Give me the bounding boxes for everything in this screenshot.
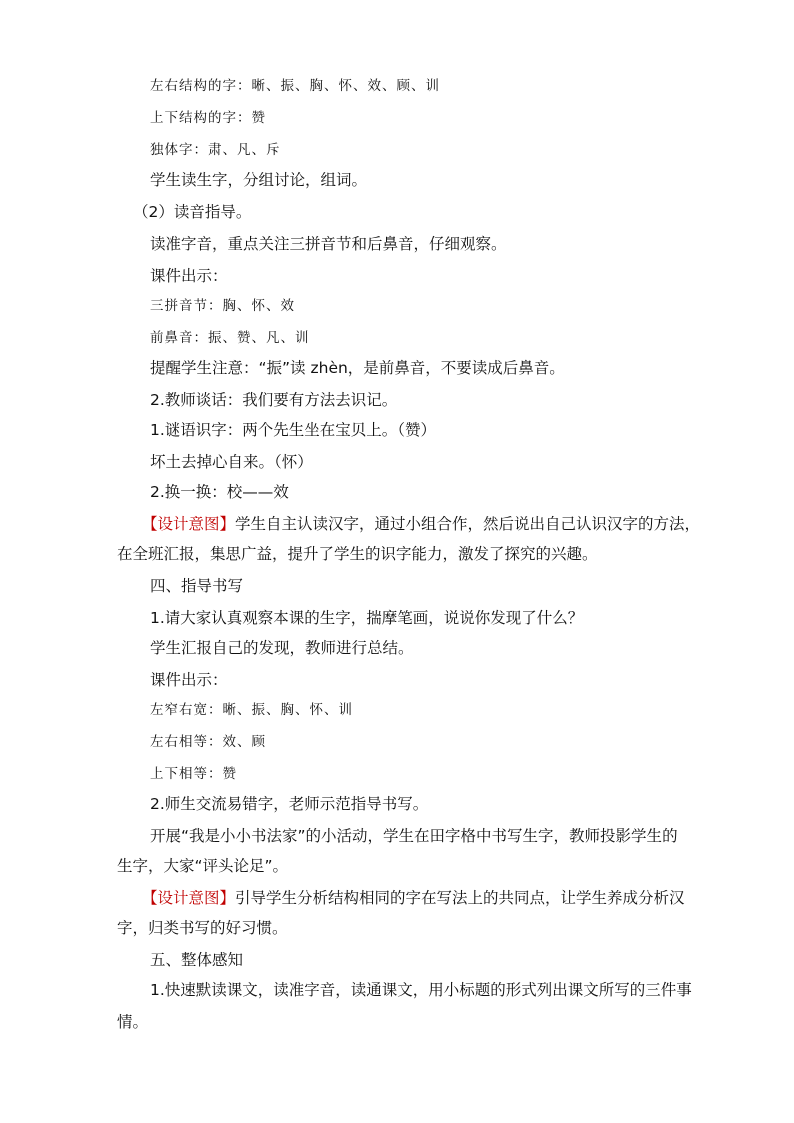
text-line: 独体字：肃、凡、斥 (150, 142, 281, 158)
section-heading: 五、整体感知 (150, 951, 244, 969)
text-line: 三拼音节：胸、怀、效 (150, 298, 295, 314)
text-line: 引导学生分析结构相同的字在写法上的共同点，让学生养成分析汉 (235, 889, 685, 907)
text-line: 学生读生字，分组讨论，组词。 (150, 171, 368, 189)
design-intent-tag: 【设计意图】 (142, 889, 236, 907)
text-line: 学生汇报自己的发现，教师进行总结。 (150, 639, 414, 657)
design-intent-paragraph (142, 514, 700, 534)
text-line: 在全班汇报，集思广益，提升了学生的识字能力，激发了探究的兴趣。 (117, 545, 598, 563)
text-line: 1.快速默读课文，读准字音，读通课文，用小标题的形式列出课文所写的三件事 (150, 981, 692, 999)
text-line: 2.换一换：校——效 (150, 483, 289, 501)
section-heading: 四、指导书写 (150, 577, 244, 595)
text-line: 上下结构的字：赞 (150, 110, 266, 126)
text-line: 字，归类书写的好习惯。 (117, 919, 288, 937)
text-line: （2）读音指导。 (133, 203, 252, 221)
text-line: 2.教师谈话：我们要有方法去识记。 (150, 391, 398, 409)
text-line: 课件出示： (150, 267, 228, 285)
text-line: 1.请大家认真观察本课的生字，揣摩笔画，说说你发现了什么？ (150, 609, 584, 627)
design-intent-paragraph (142, 888, 685, 908)
text-line: 1.谜语识字：两个先生坐在宝贝上。（赞） (150, 421, 437, 439)
text-line: 读准字音，重点关注三拼音节和后鼻音，仔细观察。 (150, 235, 507, 253)
text-line: 上下相等：赞 (150, 766, 237, 782)
text-line: 情。 (117, 1013, 149, 1031)
text-line: 左右相等：效、顾 (150, 734, 266, 750)
text-line: 前鼻音：振、赞、凡、训 (150, 330, 310, 346)
text-line: 坏土去掉心自来。（怀） (150, 453, 313, 471)
text-line: 左右结构的字：晰、振、胸、怀、效、顾、训 (150, 78, 440, 94)
design-intent-tag: 【设计意图】 (142, 515, 236, 533)
text-line: 左窄右宽：晰、振、胸、怀、训 (150, 702, 353, 718)
text-line: 生字，大家“评头论足”。 (117, 857, 289, 875)
text-line: 课件出示： (150, 671, 228, 689)
text-line: 开展“我是小小书法家”的小活动，学生在田字格中书写生字，教师投影学生的 (150, 827, 678, 845)
text-line: 学生自主认读汉字，通过小组合作，然后说出自己认识汉字的方法， (235, 515, 701, 533)
text-line: 提醒学生注意：“振”读 zhèn，是前鼻音，不要读成后鼻音。 (150, 359, 565, 377)
text-line: 2.师生交流易错字，老师示范指导书写。 (150, 795, 429, 813)
